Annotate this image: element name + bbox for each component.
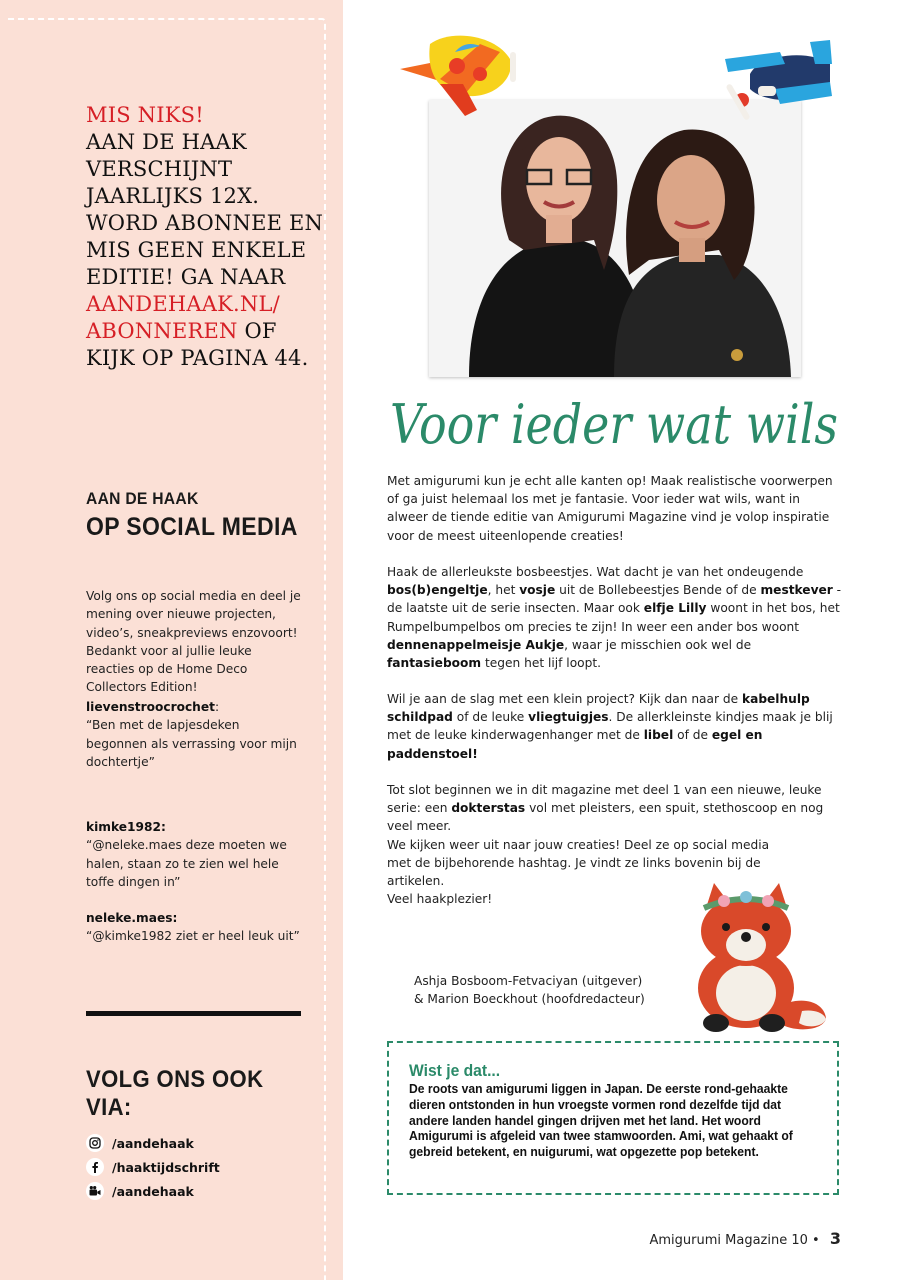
text-run: - de laatste uit de serie insecten. Maar ook — [387, 583, 842, 616]
quote-text: “Ben met de lapjesdeken begonnen als verrassing voor mijn dochtertje” — [86, 718, 297, 769]
subscription-promo — [86, 102, 326, 372]
social-intro: Volg ons op social media en deel je mening over nieuwe projecten, video’s, sneakpreviews enzovoort! Bedankt voor al jullie leuke reacties op de Home Deco Collectors Edition! — [86, 589, 301, 695]
text-run: , waar je misschien ook wel de — [564, 637, 752, 652]
did-you-know-text: De roots van amigurumi liggen in Japan. De eerste rond-gehaakte dieren ontstonden in hun vroegste vormen rond dezelfde tijd dat andere landen handel gingen drijven met het land. Het woord Amigurumi is afgeleid van twee stamwoorden. Ami, wat gehaakt of gebreid betekent, en nuigurumi, wat opgezette pop betekent. — [409, 1081, 793, 1160]
follow-title: VOLG ONS OOK VIA: — [86, 1066, 264, 1121]
follow-youtube[interactable] — [86, 1181, 194, 1201]
headline-text: Voor ieder wat wils — [390, 393, 838, 456]
follow-facebook[interactable] — [86, 1157, 220, 1177]
fox-toy-image — [684, 883, 830, 1033]
follow-label: /haaktijdschrift — [112, 1159, 220, 1175]
editors-photo — [429, 100, 801, 377]
blue-plane-toy-image — [720, 34, 840, 134]
follow-instagram[interactable] — [86, 1133, 194, 1153]
signature-line: Ashja Bosboom-Fetvaciyan (uitgever) — [414, 974, 643, 988]
reader-quote — [86, 909, 301, 946]
signature — [414, 972, 674, 1008]
text-run: , het — [487, 583, 520, 598]
paragraph-share: We kijken weer uit naar jouw creaties! Deel ze op social media met de bijbehorende hashtag. Je vindt ze links bovenin bij de artikelen. — [387, 838, 770, 889]
footer-bullet: • — [812, 1233, 820, 1248]
follow-label: /aandehaak — [112, 1135, 194, 1151]
text-run: . De allerkleinste kindjes maak je blij met de leuke kinderwagenhanger met de — [387, 710, 833, 743]
text-run: of de leuke — [452, 710, 529, 725]
quote-text: “@neleke.maes deze moeten we halen, staan zo te zien wel hele toffe dingen in” — [86, 838, 287, 889]
instagram-icon — [86, 1134, 104, 1152]
project-name: libel — [643, 728, 674, 743]
project-name: dennenappelmeisje Aukje — [387, 637, 565, 652]
text-run: vol met pleisters, een spuit, stethoscoop en nog veel meer. — [387, 801, 824, 834]
reader-quote — [86, 818, 301, 891]
project-name: dokterstas — [451, 801, 526, 816]
did-you-know-title: Wist je dat... — [409, 1061, 501, 1080]
paragraph-closing: Veel haakplezier! — [387, 892, 493, 906]
page-number: 3 — [829, 1229, 841, 1248]
paragraph-small-projects — [387, 690, 842, 763]
project-name: fantasieboom — [387, 656, 482, 671]
paragraph-intro: Met amigurumi kun je echt alle kanten op! Maak realistische voorwerpen of ga juist helemaal los met je fantasie. Voor ieder wat wils, want in alweer de tiende editie van Amigurumi Magazine vind je volop inspiratie voor de meest uiteenlopende creaties! — [387, 474, 833, 543]
promo-text: AAN DE HAAK VERSCHIJNT JAARLIJKS 12X. WORD ABONNEE EN MIS GEEN ENKELE EDITIE! GA NAAR — [86, 130, 324, 289]
project-name: elfje Lilly — [643, 601, 707, 616]
project-name: vliegtuigjes — [528, 710, 609, 725]
paragraph-new-series — [387, 781, 842, 836]
magazine-name: Amigurumi Magazine 10 — [649, 1233, 808, 1248]
text-run: Haak de allerleukste bosbeestjes. Wat dacht je van het ondeugende — [387, 565, 804, 579]
social-title: OP SOCIAL MEDIA — [86, 513, 298, 541]
quote-handle: lievenstroocrochet — [86, 700, 215, 714]
social-kicker: AAN DE HAAK — [86, 489, 199, 508]
quote-handle: neleke.maes: — [86, 911, 178, 925]
sidebar-divider — [86, 1011, 301, 1016]
text-run: Tot slot beginnen we in dit magazine met deel 1 van een nieuwe, leuke serie: een — [387, 783, 822, 816]
project-name: kabelhulp schildpad — [387, 692, 810, 725]
sidebar — [0, 0, 343, 1280]
text-run: Wil je aan de slag met een klein project? Kijk dan naar de — [387, 692, 742, 706]
quote-handle: kimke1982: — [86, 820, 166, 834]
text-run: of de — [673, 728, 712, 743]
did-you-know-box — [387, 1041, 839, 1195]
project-name: bos(b)engeltje — [387, 583, 488, 598]
text-run: uit de Bollebeestjes Bende of de — [555, 583, 761, 598]
project-name: mestkever — [760, 583, 833, 598]
text-run: tegen het lijf loopt. — [481, 656, 601, 671]
promo-text-end: OF KIJK OP PAGINA 44. — [86, 319, 309, 370]
signature-line: & Marion Boeckhout (hoofdredacteur) — [414, 992, 645, 1007]
paragraph-forest-animals — [387, 563, 842, 672]
quote-handle-suffix: : — [214, 700, 220, 714]
facebook-icon — [86, 1158, 104, 1176]
video-camera-icon — [86, 1182, 104, 1200]
promo-headline: MIS NIKS! — [86, 103, 204, 127]
quote-text: “@kimke1982 ziet er heel leuk uit” — [86, 929, 300, 944]
headline — [386, 383, 846, 463]
text-run: woont in het bos, het Rumpelbumpelbos om precies te zijn! In weer een ander bos woont — [387, 601, 840, 634]
reader-quote — [86, 698, 301, 771]
page-footer — [650, 1229, 842, 1248]
project-name: vosje — [519, 583, 556, 598]
orange-plane-toy-image — [395, 24, 525, 129]
follow-label: /aandehaak — [112, 1183, 194, 1199]
promo-link[interactable]: AANDEHAAK.NL/ ABONNEREN — [86, 292, 280, 343]
project-name: egel en paddenstoel! — [387, 728, 763, 761]
